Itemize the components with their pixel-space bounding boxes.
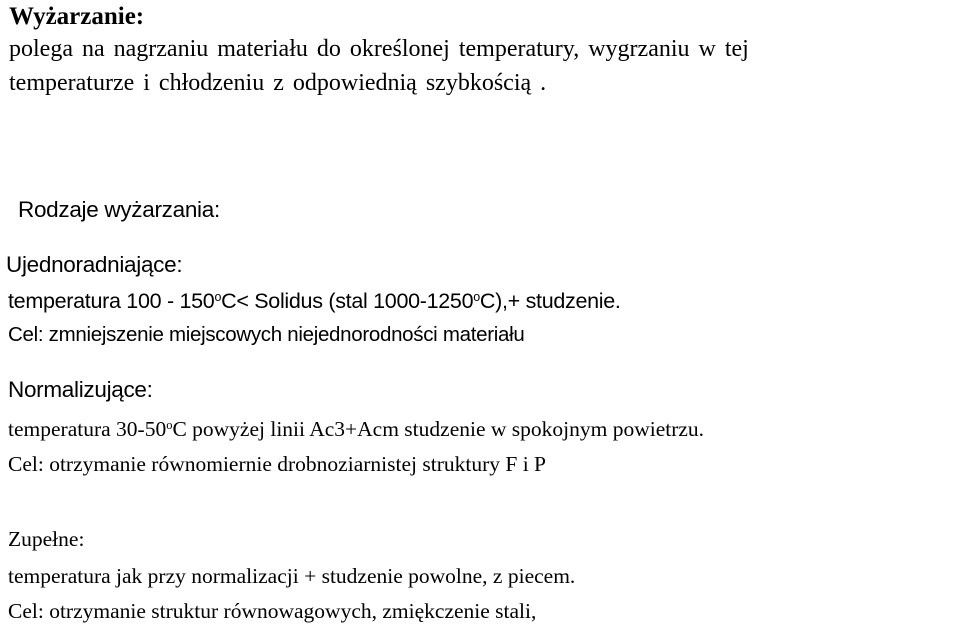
annealing-heading: Wyżarzanie: xyxy=(9,3,145,30)
homogenizing-temp-suffix: C),+ studzenie. xyxy=(479,289,621,313)
full-annealing-title: Zupełne: xyxy=(8,527,85,551)
annealing-types-heading: Rodzaje wyżarzania: xyxy=(18,197,220,222)
homogenizing-title: Ujednoradniające: xyxy=(6,252,183,277)
degree-superscript: o xyxy=(166,418,173,433)
degree-superscript: o xyxy=(473,290,480,305)
full-annealing-goal: Cel: otrzymanie struktur równowagowych, zmiękczenie stali, xyxy=(8,599,537,623)
normalizing-goal: Cel: otrzymanie równomiernie drobnoziarnistej struktury F i P xyxy=(8,452,546,476)
homogenizing-temp-prefix: temperatura 100 - 150 xyxy=(8,289,215,313)
normalizing-temp-prefix: temperatura 30-50 xyxy=(8,417,167,441)
degree-superscript: o xyxy=(214,290,222,305)
normalizing-temp-suffix: C powyżej linii Ac3+Acm studzenie w spokojnym powietrzu. xyxy=(172,417,705,441)
annealing-definition-line-2: temperaturze i chłodzeniu z odpowiednią szybkością . xyxy=(9,70,547,96)
normalizing-temperature xyxy=(8,419,704,441)
annealing-definition-line-1: polega na nagrzaniu materiału do określonej temperatury, wygrzaniu w tej xyxy=(9,36,749,62)
homogenizing-temperature xyxy=(8,291,621,313)
homogenizing-temp-mid: C< Solidus (stal 1000-1250 xyxy=(221,289,474,313)
full-annealing-temperature: temperatura jak przy normalizacji + studzenie powolne, z piecem. xyxy=(8,564,576,588)
normalizing-title: Normalizujące: xyxy=(8,377,153,402)
homogenizing-goal: Cel: zmniejszenie miejscowych niejednorodności materiału xyxy=(8,323,525,346)
